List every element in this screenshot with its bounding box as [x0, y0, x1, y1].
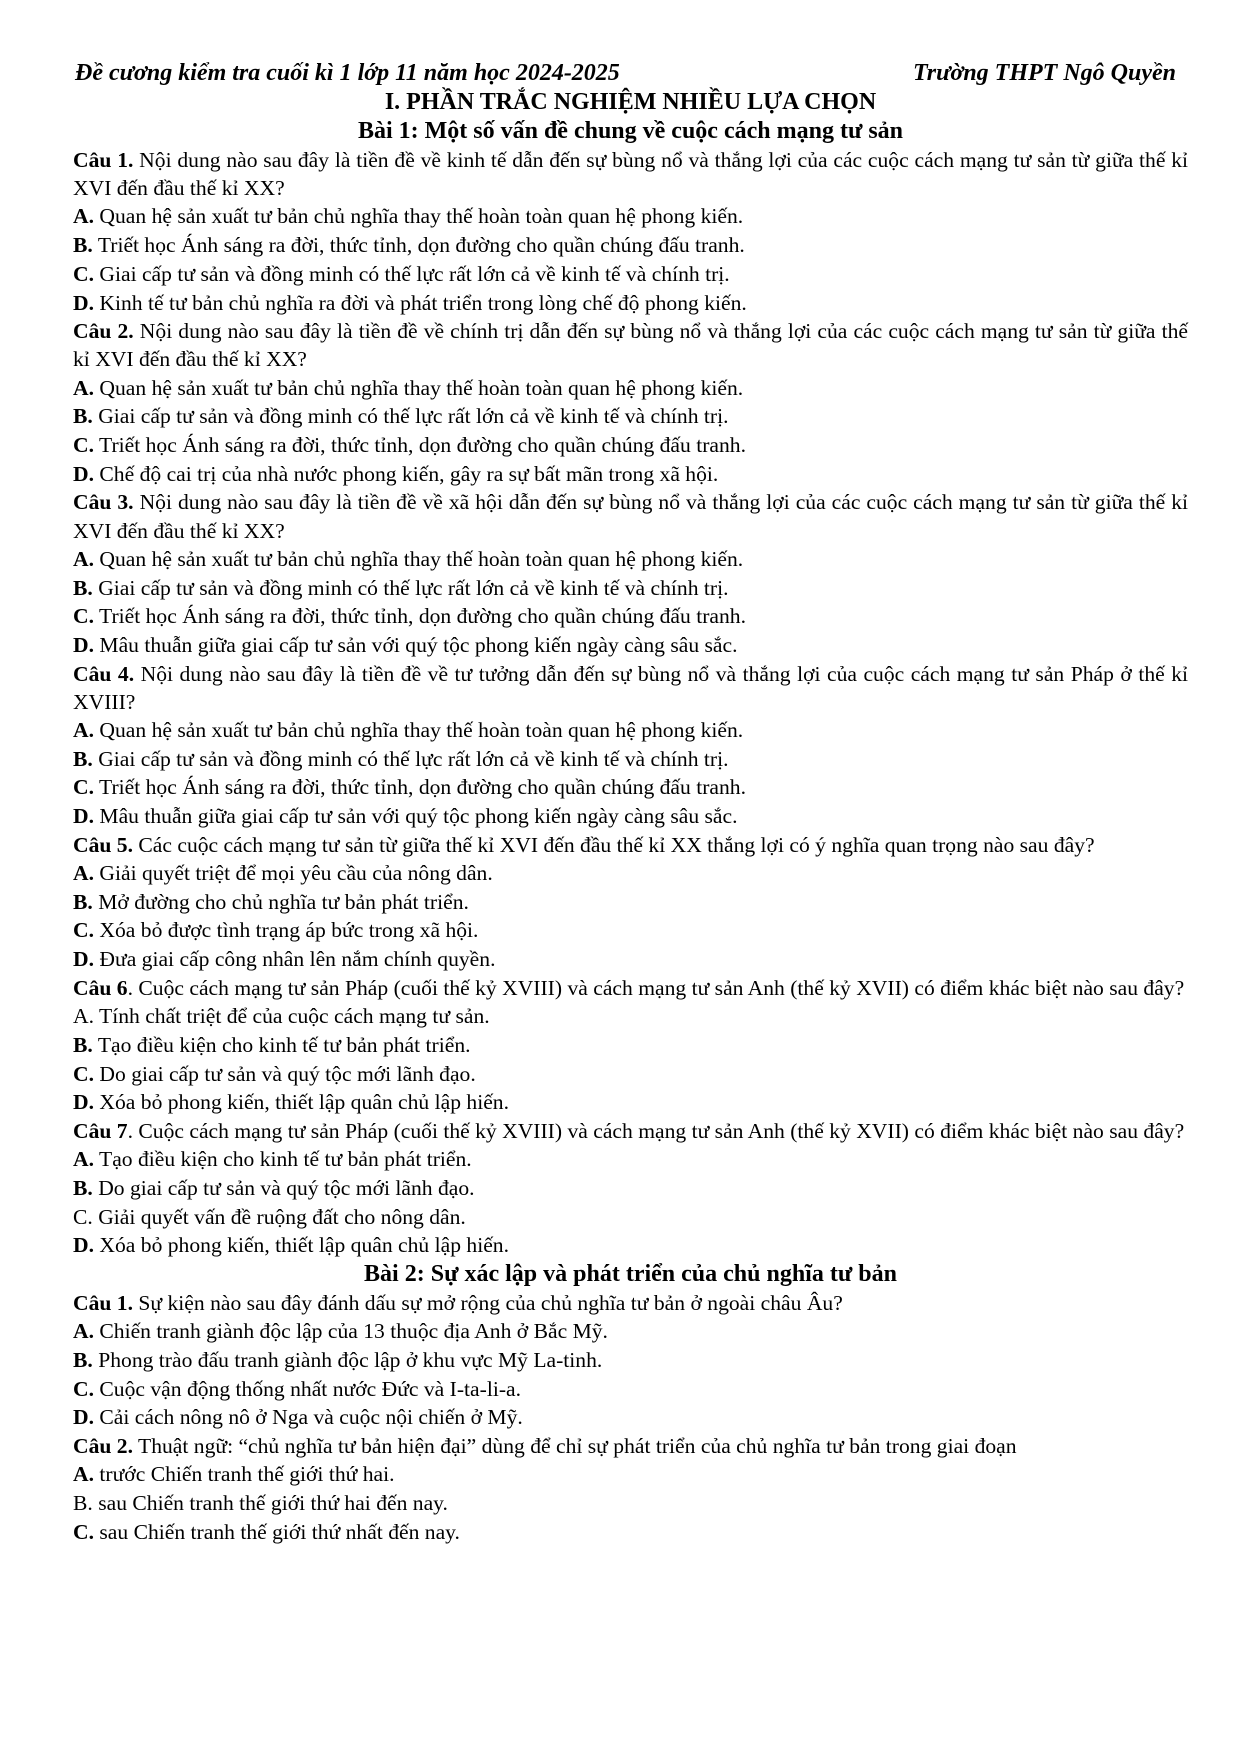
- option-label: D.: [73, 290, 94, 315]
- option-label: B.: [73, 746, 93, 771]
- question: [73, 146, 1188, 202]
- option-label: B.: [73, 233, 93, 258]
- answer-option: [73, 859, 1188, 888]
- option-text: Giải quyết triệt để mọi yêu cầu của nông dân.: [94, 861, 493, 886]
- answer-option: [73, 231, 1188, 260]
- option-text: Tính chất triệt để của cuộc cách mạng tư sản.: [94, 1004, 490, 1029]
- option-text: Quan hệ sản xuất tư bản chủ nghĩa thay thế hoàn toàn quan hệ phong kiến.: [94, 204, 744, 229]
- option-text: Mâu thuẫn giữa giai cấp tư sản với quý tộc phong kiến ngày càng sâu sắc.: [94, 632, 738, 657]
- question-label: Câu 1.: [73, 148, 134, 172]
- answer-option: [73, 1375, 1188, 1404]
- option-label: A.: [73, 1319, 94, 1344]
- option-label: B.: [73, 575, 93, 600]
- answer-option: [73, 888, 1188, 917]
- question: [73, 1289, 1188, 1317]
- question-text: . Cuộc cách mạng tư sản Pháp (cuối thế kỷ XVIII) và cách mạng tư sản Anh (thế kỷ XVII) có điểm khác biệt nào sau đây?: [127, 1118, 1185, 1143]
- answer-option: [73, 1403, 1188, 1432]
- option-label: D.: [73, 1405, 94, 1430]
- option-label: C.: [73, 1061, 94, 1086]
- document-page: [73, 58, 1188, 1546]
- answer-option: [73, 745, 1188, 774]
- question: [73, 488, 1188, 544]
- header-school-name: Trường THPT Ngô Quyền: [912, 60, 1176, 86]
- option-text: Triết học Ánh sáng ra đời, thức tỉnh, dọn đường cho quần chúng đấu tranh.: [94, 775, 746, 800]
- question-text: Nội dung nào sau đây là tiền đề về xã hội dẫn đến sự bùng nổ và thắng lợi của các cuộc cách mạng tư sản từ giữa thế kỉ XVI đến đầu thế kỉ XX?: [73, 490, 1188, 543]
- option-text: Cuộc vận động thống nhất nước Đức và I-ta-li-a.: [94, 1376, 521, 1401]
- option-text: Giai cấp tư sản và đồng minh có thế lực rất lớn cả về kinh tế và chính trị.: [94, 261, 730, 286]
- option-text: Xóa bỏ phong kiến, thiết lập quân chủ lập hiến.: [94, 1233, 509, 1258]
- option-label: C.: [73, 604, 94, 629]
- option-text: Tạo điều kiện cho kinh tế tư bản phát triển.: [94, 1147, 472, 1172]
- option-text: Quan hệ sản xuất tư bản chủ nghĩa thay thế hoàn toàn quan hệ phong kiến.: [94, 718, 744, 743]
- question: [73, 831, 1188, 859]
- option-label: A.: [73, 861, 94, 886]
- option-text: Chiến tranh giành độc lập của 13 thuộc địa Anh ở Bắc Mỹ.: [94, 1319, 608, 1344]
- option-text: Xóa bỏ được tình trạng áp bức trong xã hội.: [94, 918, 479, 943]
- answer-option: [73, 545, 1188, 574]
- option-text: Triết học Ánh sáng ra đời, thức tỉnh, dọn đường cho quần chúng đấu tranh.: [92, 233, 745, 258]
- option-label: D.: [73, 947, 94, 972]
- option-label: C.: [73, 1376, 94, 1401]
- option-text: Xóa bỏ phong kiến, thiết lập quân chủ lập hiến.: [94, 1090, 509, 1115]
- option-label: C.: [73, 261, 94, 286]
- header-left-title: Đề cương kiểm tra cuối kì 1 lớp 11 năm học 2024-2025: [75, 60, 620, 86]
- answer-option: [73, 716, 1188, 745]
- answer-option: [73, 1145, 1188, 1174]
- question: [73, 1117, 1188, 1145]
- answer-option: [73, 802, 1188, 831]
- option-label: A.: [73, 1462, 94, 1487]
- option-text: Chế độ cai trị của nhà nước phong kiến, gây ra sự bất mãn trong xã hội.: [94, 461, 719, 486]
- question-text: Nội dung nào sau đây là tiền đề về kinh tế dẫn đến sự bùng nổ và thắng lợi của các cuộc cách mạng tư sản từ giữa thế kỉ XVI đến đầu thế kỉ XX?: [73, 148, 1188, 201]
- option-label: C.: [73, 433, 94, 458]
- option-label: D.: [73, 1090, 94, 1115]
- answer-option: [73, 1203, 1188, 1232]
- option-label: A.: [73, 204, 94, 229]
- option-label: C.: [73, 918, 94, 943]
- answer-option: [73, 1174, 1188, 1203]
- answer-option: [73, 1518, 1188, 1547]
- option-label: C.: [73, 1519, 94, 1544]
- question-label: Câu 6: [73, 975, 128, 1000]
- document-header: [73, 58, 1188, 88]
- question-text: Sự kiện nào sau đây đánh dấu sự mở rộng của chủ nghĩa tư bản ở ngoài châu Âu?: [133, 1290, 843, 1315]
- question-label: Câu 2.: [73, 1433, 133, 1458]
- lessons-container: [73, 117, 1188, 1546]
- question-label: Câu 3.: [73, 490, 134, 515]
- answer-option: [73, 460, 1188, 489]
- option-label: D.: [73, 1233, 94, 1258]
- option-text: Kinh tế tư bản chủ nghĩa ra đời và phát triển trong lòng chế độ phong kiến.: [94, 290, 747, 315]
- answer-option: [73, 916, 1188, 945]
- answer-option: [73, 202, 1188, 231]
- option-label: A.: [73, 546, 94, 571]
- option-text: sau Chiến tranh thế giới thứ hai đến nay.: [92, 1490, 448, 1515]
- option-label: D.: [73, 804, 94, 829]
- option-label: B.: [73, 1490, 93, 1515]
- option-text: Mâu thuẫn giữa giai cấp tư sản với quý tộc phong kiến ngày càng sâu sắc.: [94, 804, 738, 829]
- option-label: D.: [73, 632, 94, 657]
- lesson-title: Bài 2: Sự xác lập và phát triển của chủ nghĩa tư bản: [364, 1260, 897, 1287]
- answer-option: [73, 289, 1188, 318]
- option-label: B.: [73, 1175, 93, 1200]
- option-text: Do giai cấp tư sản và quý tộc mới lãnh đạo.: [94, 1061, 476, 1086]
- option-label: C.: [73, 775, 94, 800]
- option-label: B.: [73, 889, 93, 914]
- question: [73, 660, 1188, 716]
- option-text: Đưa giai cấp công nhân lên nắm chính quyền.: [94, 947, 496, 972]
- question-text: Nội dung nào sau đây là tiền đề về chính trị dẫn đến sự bùng nổ và thắng lợi của các cuộc cách mạng tư sản từ giữa thế kỉ XVI đến đầu thế kỉ XX?: [73, 319, 1188, 372]
- answer-option: [73, 1231, 1188, 1260]
- option-text: Giai cấp tư sản và đồng minh có thế lực rất lớn cả về kinh tế và chính trị.: [92, 404, 729, 429]
- option-label: B.: [73, 1347, 93, 1372]
- option-label: C.: [73, 1204, 93, 1229]
- question-text: Nội dung nào sau đây là tiền đề về tư tưởng dẫn đến sự bùng nổ và thắng lợi của cuộc cách mạng tư sản Pháp ở thế kỉ XVIII?: [73, 661, 1188, 714]
- option-label: A.: [73, 718, 94, 743]
- part-title: I. PHẦN TRẮC NGHIỆM NHIỀU LỰA CHỌN: [384, 89, 877, 115]
- option-text: sau Chiến tranh thế giới thứ nhất đến nay.: [94, 1519, 460, 1544]
- answer-option: [73, 1317, 1188, 1346]
- answer-option: [73, 1346, 1188, 1375]
- question: [73, 317, 1188, 373]
- answer-option: [73, 631, 1188, 660]
- answer-option: [73, 1460, 1188, 1489]
- question-text: . Cuộc cách mạng tư sản Pháp (cuối thế kỷ XVIII) và cách mạng tư sản Anh (thế kỷ XVII) có điểm khác biệt nào sau đây?: [127, 975, 1185, 1000]
- option-text: Do giai cấp tư sản và quý tộc mới lãnh đạo.: [92, 1175, 475, 1200]
- option-text: Triết học Ánh sáng ra đời, thức tỉnh, dọn đường cho quần chúng đấu tranh.: [94, 433, 746, 458]
- option-label: A.: [73, 375, 94, 400]
- option-text: Tạo điều kiện cho kinh tế tư bản phát triển.: [92, 1032, 471, 1057]
- question: [73, 1432, 1188, 1460]
- answer-option: [73, 1088, 1188, 1117]
- option-label: D.: [73, 461, 94, 486]
- option-text: Mở đường cho chủ nghĩa tư bản phát triển.: [92, 889, 469, 914]
- answer-option: [73, 402, 1188, 431]
- answer-option: [73, 1031, 1188, 1060]
- answer-option: [73, 773, 1188, 802]
- question-text: Thuật ngữ: “chủ nghĩa tư bản hiện đại” dùng để chỉ sự phát triển của chủ nghĩa tư bản trong giai đoạn: [133, 1433, 1017, 1458]
- answer-option: [73, 374, 1188, 403]
- question-label: Câu 7: [73, 1118, 128, 1143]
- option-text: Phong trào đấu tranh giành độc lập ở khu vực Mỹ La-tinh.: [92, 1347, 603, 1372]
- answer-option: [73, 945, 1188, 974]
- question-label: Câu 2.: [73, 319, 134, 344]
- option-text: Giai cấp tư sản và đồng minh có thế lực rất lớn cả về kinh tế và chính trị.: [92, 746, 729, 771]
- answer-option: [73, 574, 1188, 603]
- option-label: A.: [73, 1147, 94, 1172]
- question-text: Các cuộc cách mạng tư sản từ giữa thế kỉ XVI đến đầu thế kỉ XX thắng lợi có ý nghĩa quan trọng nào sau đây?: [133, 832, 1095, 857]
- option-text: trước Chiến tranh thế giới thứ hai.: [94, 1462, 395, 1487]
- option-text: Giai cấp tư sản và đồng minh có thế lực rất lớn cả về kinh tế và chính trị.: [92, 575, 729, 600]
- option-text: Quan hệ sản xuất tư bản chủ nghĩa thay thế hoàn toàn quan hệ phong kiến.: [94, 375, 744, 400]
- option-text: Giải quyết vấn đề ruộng đất cho nông dân.: [92, 1204, 466, 1229]
- question: [73, 974, 1188, 1002]
- option-text: Quan hệ sản xuất tư bản chủ nghĩa thay thế hoàn toàn quan hệ phong kiến.: [94, 546, 744, 571]
- option-label: B.: [73, 1032, 93, 1057]
- option-text: Cải cách nông nô ở Nga và cuộc nội chiến ở Mỹ.: [94, 1405, 523, 1430]
- answer-option: [73, 431, 1188, 460]
- lesson-title: Bài 1: Một số vấn đề chung về cuộc cách mạng tư sản: [357, 118, 904, 144]
- option-label: A.: [73, 1004, 94, 1029]
- question-label: Câu 4.: [73, 661, 135, 686]
- answer-option: [73, 602, 1188, 631]
- answer-option: [73, 1060, 1188, 1089]
- option-text: Triết học Ánh sáng ra đời, thức tỉnh, dọn đường cho quần chúng đấu tranh.: [94, 604, 746, 629]
- answer-option: [73, 260, 1188, 289]
- answer-option: [73, 1002, 1188, 1031]
- option-label: B.: [73, 404, 93, 429]
- answer-option: [73, 1489, 1188, 1518]
- question-label: Câu 1.: [73, 1290, 133, 1315]
- question-label: Câu 5.: [73, 832, 133, 857]
